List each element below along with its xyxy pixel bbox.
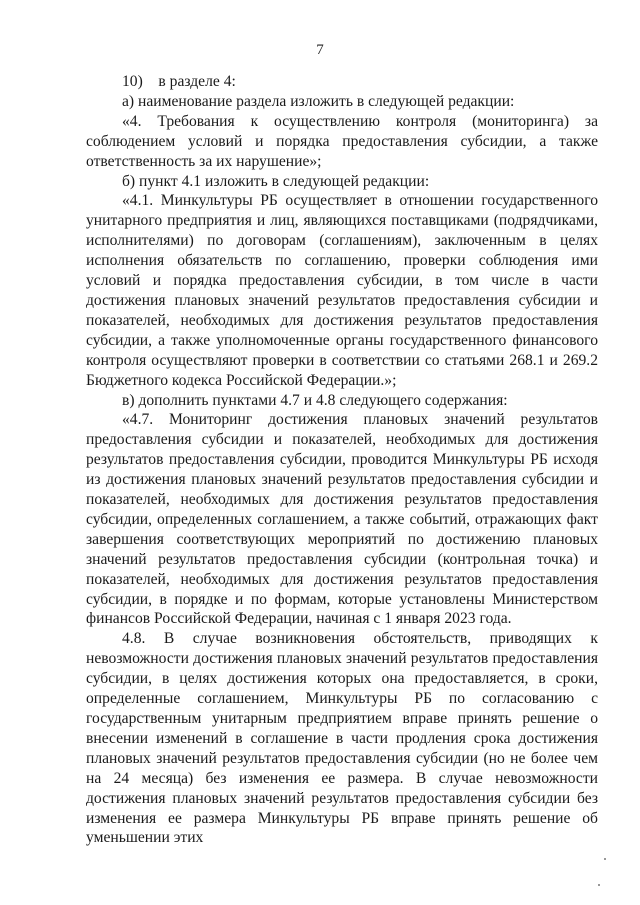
paragraph-4-8: 4.8. В случае возникновения обстоятельств, приводящих к невозможности достижения плановых значений результатов предоставления субсидии, в целях достижения которых она предоставляется, в сроки, определенные соглашением, Минкультуры РБ по согласованию с государственным унитарным предприятием вправе принять решение о внесении изменений в соглашение в части продления срока достижения плановых значений результатов предоставления субсидии (но не более чем на 24 месяца) без изменения ее размера. В случае невозможности достижения плановых значений результатов предоставления субсидии без изменения ее размера Минкультуры РБ вправе принять решение об уменьшении этих: [86, 630, 598, 847]
page-number: 7: [316, 42, 324, 58]
paragraph-section-4: 10) в разделе 4:: [122, 73, 236, 90]
paragraph-v: в) дополнить пунктами 4.7 и 4.8 следующего содержания:: [122, 391, 508, 409]
scan-speck: [604, 858, 606, 860]
paragraph-section-4-title: «4. Требования к осуществлению контроля (мониторинга) за соблюдением условий и порядка предоставления субсидии, а также ответственность за их нарушение»;: [86, 112, 598, 170]
paragraph-b: б) пункт 4.1 изложить в следующей редакции:: [122, 172, 430, 190]
paragraph-a: а) наименование раздела изложить в следующей редакции:: [122, 92, 515, 110]
paragraph-4-1: «4.1. Минкультуры РБ осуществляет в отношении государственного унитарного предприятия и лиц, являющихся поставщиками (подрядчиками, исполнителями) по договорам (соглашениям), заключенным в целях исполнения обязательств по соглашению, проверки соблюдения ими условий и порядка предоставления субсидии, в том числе в части достижения плановых значений результатов предоставления субсидии и показателей, необходимых для достижения результатов предоставления субсидии, а также уполномоченные органы государственного финансового контроля осуществляют проверки в соответствии со статьями 268.1 и 269.2 Бюджетного кодекса Российской Федерации.»;: [86, 192, 598, 389]
scan-speck: [598, 884, 600, 886]
document-body: [86, 72, 598, 848]
paragraph-4-7: «4.7. Мониторинг достижения плановых значений результатов предоставления субсидии и показателей, необходимых для достижения результатов предоставления субсидии, проводится Минкультуры РБ исходя из достижения плановых значений результатов предоставления субсидии и показателей, необходимых для достижения результатов предоставления субсидии, определенных соглашением, а также событий, отражающих факт завершения соответствующих мероприятий по достижению плановых значений результатов предоставления субсидии (контрольная точка) и показателей, необходимых для достижения результатов предоставления субсидии, в порядке и по формам, которые установлены Министерством финансов Российской Федерации, начиная с 1 января 2023 года.: [86, 411, 598, 628]
